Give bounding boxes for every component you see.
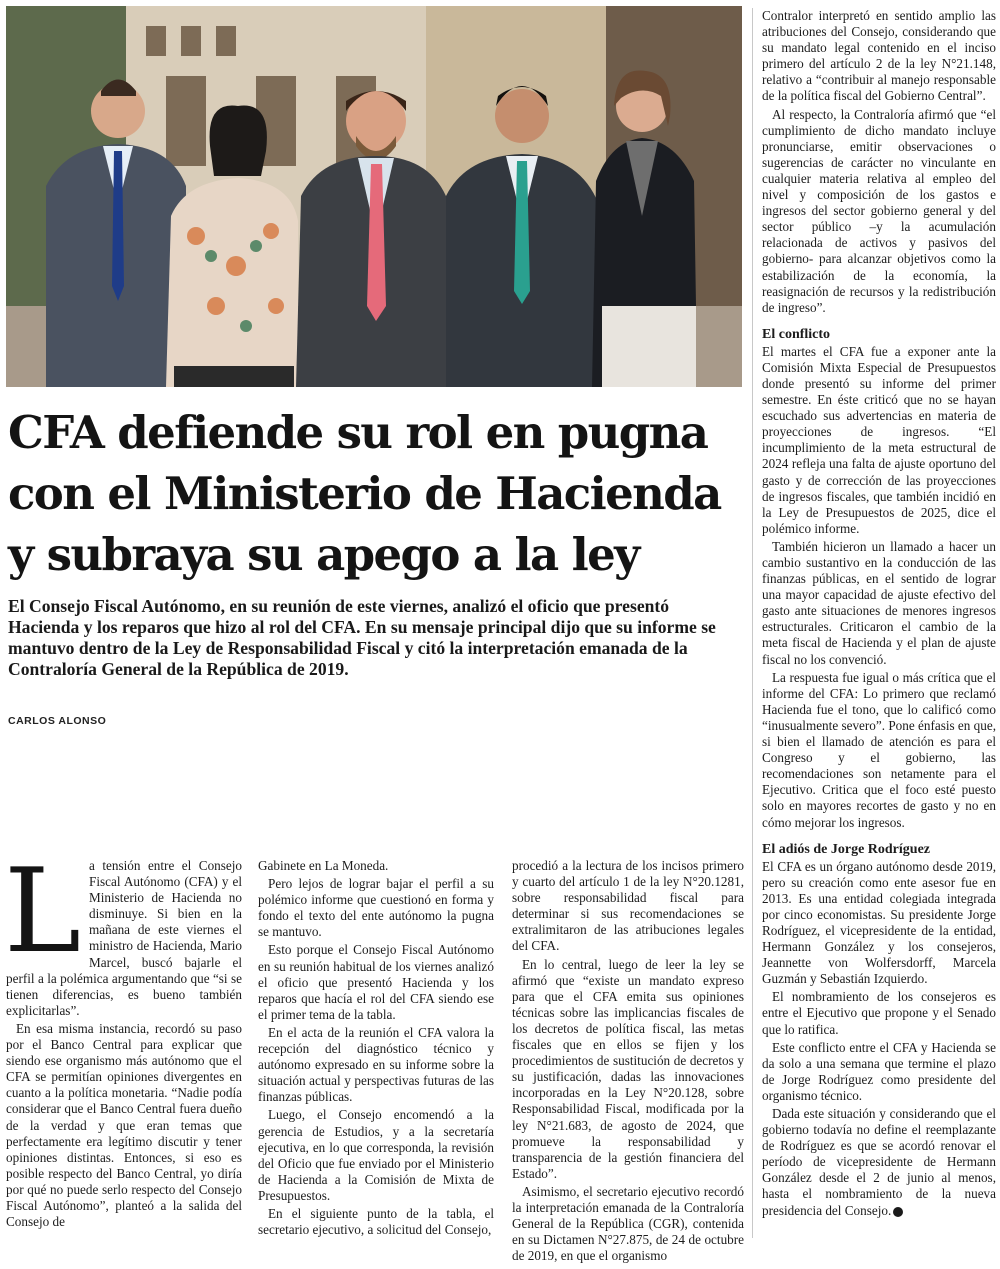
headline	[8, 402, 738, 585]
body-paragraph: El CFA es un órgano autónomo desde 2019, pero su creación como ente asesor fue en 2013. Es una entidad colegiada integrada por cinco economistas. Su presidente Jorge Rodríguez, el vicepresidente de la entidad, Hermann González y los consejeros, Jeannette von Wolfersdorff, Marcela Guzmán y Sebastián Izquierdo.	[762, 858, 996, 987]
article-column-2	[258, 858, 494, 1240]
article-column-1	[4, 844, 242, 1232]
article-column-4	[762, 8, 996, 1221]
body-paragraph: Contralor interpretó en sentido amplio las atribuciones del Consejo, considerando que su mandato legal contenido en el inciso primero del artículo 2 de la ley N°21.148, relativo a “contribuir al manejo responsable de la política fiscal del Gobierno Central”.	[762, 8, 996, 104]
body-paragraph: En el acta de la reunión el CFA valora la recepción del diagnóstico técnico y autónomo expresado en su informe sobre la situación actual y perspectivas futuras de las finanzas públicas.	[258, 1024, 494, 1105]
group-photo-illustration	[6, 6, 742, 387]
body-paragraph: procedió a la lectura de los incisos primero y cuarto del artículo 1 de la ley N°20.1281, sobre responsabilidad fiscal para determinar si sus recomendaciones se extralimitaron de las atribuciones legales del CFA.	[512, 858, 744, 954]
body-paragraph: Pero lejos de lograr bajar el perfil a su polémico informe que cuestionó en forma y fondo el texto del ente autónomo la pugna se mantuvo.	[258, 876, 494, 940]
body-paragraph: Luego, el Consejo encomendó a la gerencia de Estudios, y a la secretaría ejecutiva, en lo que corresponda, la revisión del Oficio que fue enviado por el Ministerio de Hacienda a la Comisión de Mixta de Presupuestos.	[258, 1107, 494, 1203]
subheading-farewell: El adiós de Jorge Rodríguez	[762, 841, 930, 857]
body-paragraph: a tensión entre el Consejo Fiscal Autónomo (CFA) y el Ministerio de Hacienda no disminuye. Si bien en la mañana de este viernes el ministro de Hacienda, Mario Marcel, buscó bajarle el perfil a la polémica argumentando que “si se tienen diferencias, es bueno también explicitarlas”.	[6, 858, 242, 1018]
body-paragraph: Asimismo, el secretario ejecutivo recordó la interpretación emanada de la Contraloría General de la República (CGR), contenida en su Dictamen N°27.875, de 24 de octubre de 2019, en que el organismo	[512, 1183, 744, 1264]
body-paragraph: Esto porque el Consejo Fiscal Autónomo en su reunión habitual de los viernes analizó el oficio que presentó Hacienda y los reparos que hacía el rol del CFA siendo ese el primer tema de la tabla.	[258, 942, 494, 1022]
article-photo	[6, 6, 742, 387]
body-paragraph: El martes el CFA fue a exponer ante la Comisión Mixta Especial de Presupuestos donde presentó su informe del primer semestre. En éste criticó que no se hayan escuchado sus advertencias en materia de proyecciones de ingresos. “El incumplimiento de la meta estructural de 2024 refleja una falta de ajuste oportuno del gasto y de corrección de las proyecciones de ingresos fiscales, que también incidió en la Ley de Presupuestos de 2025, dice el polémico informe.	[762, 343, 996, 536]
body-paragraph: También hicieron un llamado a hacer un cambio sustantivo en la conducción de las finanzas públicas, en el sentido de lograr una mayor capacidad de ajuste efectivo del gasto ante situaciones de menores ingresos estructurales. Criticaron el cambio de la meta fiscal de Hacienda y el plan de ajuste fiscal no los convenció.	[762, 538, 996, 667]
body-paragraph-text: Dada este situación y considerando que el gobierno todavía no define el reemplazante de Rodríguez es que se acordó renovar el período de vicepresidente de Hermann González desde el 2 de junio al menos, hasta el nombramiento de la nueva presidencia del Consejo.	[762, 1106, 996, 1218]
lead-paragraph: El Consejo Fiscal Autónomo, en su reunión de este viernes, analizó el oficio que presentó Hacienda y los reparos que hizo al rol del CFA. En su mensaje principal dijo que su informe se mantuvo dentro de la Ley de Responsabilidad Fiscal y citó la interpretación emanada de la Contraloría General de la República de 2019.	[8, 596, 716, 679]
body-paragraph: El nombramiento de los consejeros es entre el Ejecutivo que propone y el Senado que lo ratifica.	[762, 989, 996, 1037]
end-of-article-icon: P	[893, 1207, 903, 1217]
headline-line-3: y subraya su apego a la ley	[8, 528, 639, 581]
article-column-3	[512, 858, 744, 1266]
headline-line-2: con el Ministerio de Hacienda	[8, 467, 721, 520]
subheading-conflict: El conflicto	[762, 326, 831, 342]
body-paragraph: Gabinete en La Moneda.	[258, 858, 389, 873]
body-paragraph: Al respecto, la Contraloría afirmó que “el cumplimiento de dicho mandato incluye pronunciarse, emitir observaciones o sugerencias de carácter no vinculante en cualquier materia relativa al empleo del nivel y composición de los gastos e ingresos del sector gobierno general y del sector público –y la acumulación relacionada de activos y pasivos del gobierno- para alcanzar objetivos como la estabilización de la economía, la reasignación de recursos y la redistribución de ingreso”.	[762, 106, 996, 315]
body-paragraph: Este conflicto entre el CFA y Hacienda se da solo a una semana que termine el plazo de Jorge Rodríguez como presidente del organismo técnico.	[762, 1039, 996, 1103]
headline-line-1: CFA defiende su rol en pugna	[8, 406, 708, 459]
body-paragraph: En esa misma instancia, recordó su paso por el Banco Central para explicar que siendo ese organismo más autónomo que el CFA se permitían opiniones divergentes en cuanto a la política monetaria. “Nadie podía considerar que el Banco Central fuera dueño de la verdad y que eran temas que perfectamente era legítimo discutir y tener opiniones distintas. Entonces, si eso es posible respecto del Banco Central, yo diría por qué no puede serlo respecto del Consejo Fiscal Autónomo”, planteó a la salida del Consejo de	[6, 1020, 242, 1230]
byline: CARLOS ALONSO	[8, 715, 107, 727]
dropcap: L	[4, 844, 82, 979]
column-divider	[752, 8, 753, 1238]
body-paragraph: La respuesta fue igual o más crítica que el informe del CFA: Lo primero que reclamó Hacienda fue el tono, que lo calificó como “inusualmente severo”. Pone énfasis en que, si bien el llamado de atención es para el Congreso y el gobierno, las recomendaciones son netamente para el Ejecutivo. Critica que el foco esté puesto solo en mayores recortes de gasto y no en cómo mejorar los ingresos.	[762, 669, 997, 830]
body-paragraph	[762, 1106, 996, 1219]
body-paragraph: En lo central, luego de leer la ley se afirmó que “existe un mandato expreso para que el CFA emita sus opiniones técnicas sobre las implicancias fiscales de los decretos de política fiscal, las metas fiscales que en ellos se fijen y los procedimientos de sustitución de decretos y su justificación, dadas las innovaciones incorporadas en la Ley N°20.128, sobre Responsabilidad Fiscal, modificada por la ley N°21.683, de agosto de 2024, que promueve la responsabilidad y transparencia de la gestión financiera del Estado”.	[512, 956, 744, 1181]
body-paragraph: En el siguiente punto de la tabla, el secretario ejecutivo, a solicitud del Consejo,	[258, 1205, 494, 1238]
